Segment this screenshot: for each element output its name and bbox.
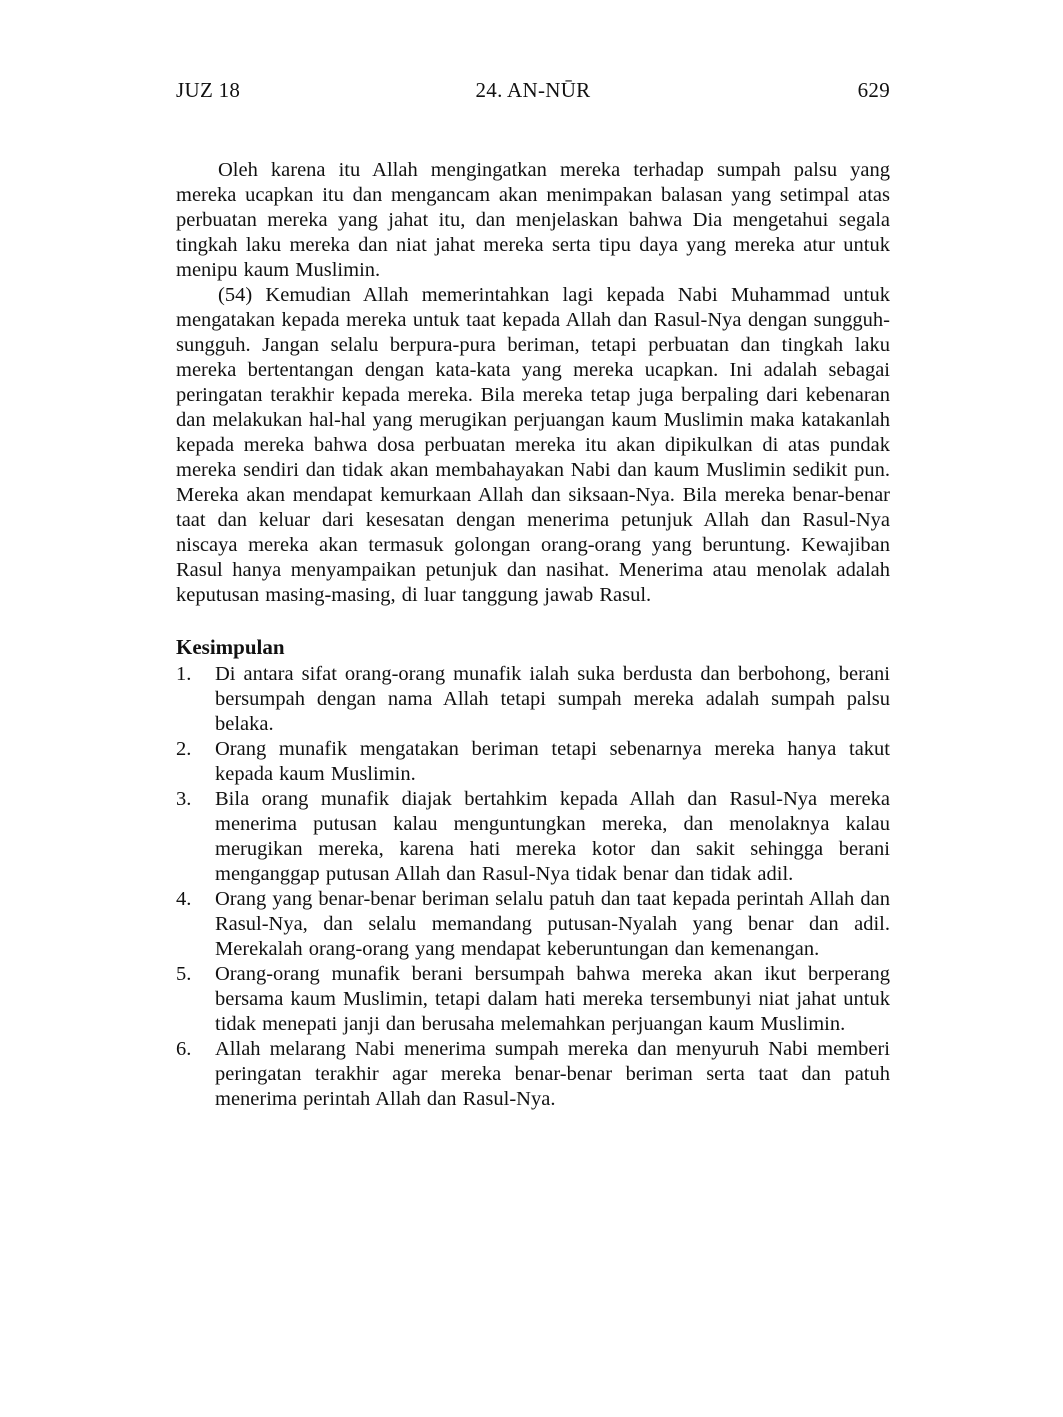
list-item-number: 5.: [176, 963, 192, 985]
list-item-text: Orang-orang munafik berani bersumpah bahwa mereka akan ikut berperang bersama kaum Muslimin, tetapi dalam hati mereka tersembunyi niat jahat untuk tidak menepati janji dan berusaha melemahkan perjuangan kaum Muslimin.: [215, 963, 890, 1035]
list-item-number: 4.: [176, 888, 192, 910]
page-header: [176, 78, 890, 103]
list-item-number: 1.: [176, 663, 192, 685]
list-item-text: Bila orang munafik diajak bertahkim kepada Allah dan Rasul-Nya mereka menerima putusan kalau menguntungkan mereka, dan menolaknya kalau merugikan mereka, karena hati mereka kotor dan sakit sehingga berani menganggap putusan Allah dan Rasul-Nya tidak benar dan tidak adil.: [215, 788, 890, 885]
list-item: [176, 787, 890, 887]
body-paragraph: (54) Kemudian Allah memerintahkan lagi kepada Nabi Muhammad untuk mengatakan kepada mereka untuk taat kepada Allah dan Rasul-Nya dengan sungguh-sungguh. Jangan selalu berpura-pura beriman, tetapi perbuatan dan tingkah laku mereka bertentangan dengan kata-kata yang mereka ucapkan. Ini adalah sebagai peringatan terakhir kepada mereka. Bila mereka tetap juga berpaling dari kebenaran dan melakukan hal-hal yang merugikan perjuangan kaum Muslimin maka katakanlah kepada mereka bahwa dosa perbuatan mereka itu akan dipikulkan di atas pundak mereka sendiri dan tidak akan membahayakan Nabi dan kaum Muslimin sedikit pun. Mereka akan mendapat kemurkaan Allah dan siksaan-Nya. Bila mereka benar-benar taat dan keluar dari kesesatan dengan menerima petunjuk Allah dan Rasul-Nya niscaya mereka akan termasuk golongan orang-orang yang beruntung. Kewajiban Rasul hanya menyampaikan petunjuk dan nasihat. Menerima atau menolak adalah keputusan masing-masing, di luar tanggung jawab Rasul.: [176, 284, 890, 606]
juz-label: JUZ 18: [176, 78, 241, 102]
list-item-text: Allah melarang Nabi menerima sumpah mereka dan menyuruh Nabi memberi peringatan terakhir agar mereka benar-benar beriman serta taat dan patuh menerima perintah Allah dan Rasul-Nya.: [215, 1038, 890, 1110]
list-item: [176, 962, 890, 1037]
list-item-number: 3.: [176, 788, 192, 810]
list-item-number: 2.: [176, 738, 192, 760]
page-number: 629: [857, 78, 890, 102]
list-item-number: 6.: [176, 1038, 192, 1060]
body-paragraph: Oleh karena itu Allah mengingatkan mereka terhadap sumpah palsu yang mereka ucapkan itu dan mengancam akan menimpakan balasan yang setimpal atas perbuatan mereka yang jahat itu, dan menjelaskan bahwa Dia mengetahui segala tingkah laku mereka dan niat jahat mereka serta tipu daya yang mereka atur untuk menipu kaum Muslimin.: [176, 159, 890, 281]
list-item: [176, 1037, 890, 1112]
conclusion-heading: Kesimpulan: [176, 635, 285, 659]
list-item-text: Orang yang benar-benar beriman selalu patuh dan taat kepada perintah Allah dan Rasul-Nya, dan selalu memandang putusan-Nyalah yang benar dan adil. Merekalah orang-orang yang mendapat keberuntungan dan kemenangan.: [215, 888, 890, 960]
list-item: [176, 662, 890, 737]
page-body: [176, 158, 890, 1112]
surah-title: 24. AN-NŪR: [475, 78, 591, 102]
list-item-text: Di antara sifat orang-orang munafik ialah suka berdusta dan berbohong, berani bersumpah dengan nama Allah tetapi sumpah mereka adalah sumpah palsu belaka.: [215, 663, 890, 735]
list-item-text: Orang munafik mengatakan beriman tetapi sebenarnya mereka hanya takut kepada kaum Muslimin.: [215, 738, 890, 785]
list-item: [176, 737, 890, 787]
list-item: [176, 887, 890, 962]
conclusion-list: [176, 662, 890, 1112]
